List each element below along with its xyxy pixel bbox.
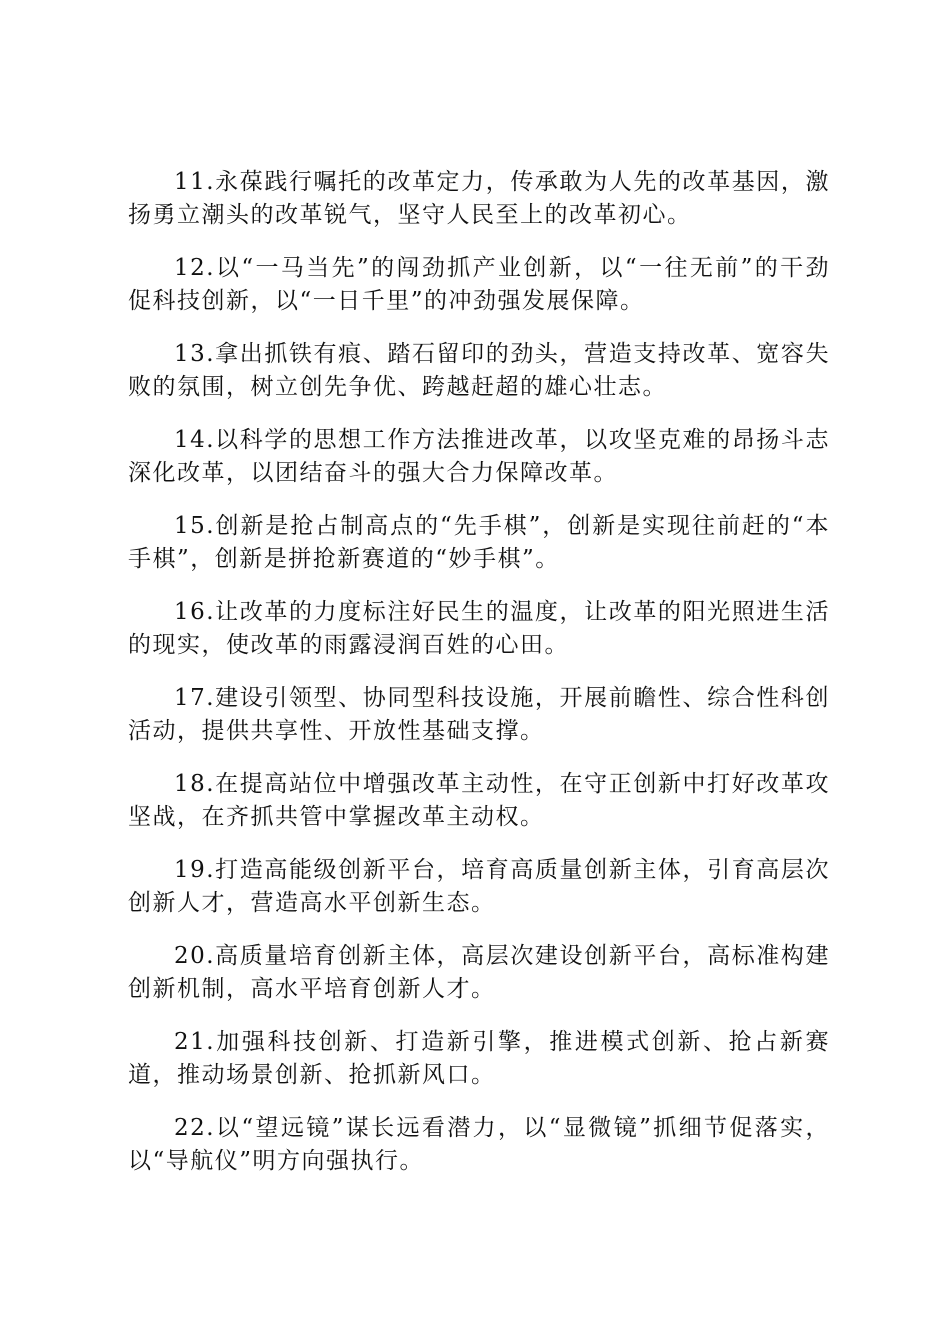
list-item: 14.以科学的思想工作方法推进改革，以攻坚克难的昂扬斗志深化改革，以团结奋斗的强大合力保障改革。 <box>128 427 830 486</box>
list-item: 21.加强科技创新、打造新引擎，推进模式创新、抢占新赛道，推动场景创新、抢抓新风口。 <box>128 1029 830 1088</box>
list-item: 20.高质量培育创新主体，高层次建设创新平台，高标准构建创新机制，高水平培育创新人才。 <box>128 943 830 1002</box>
list-item: 11.永葆践行嘱托的改革定力，传承敢为人先的改革基因，激扬勇立潮头的改革锐气，坚守人民至上的改革初心。 <box>128 169 830 228</box>
list-item: 13.拿出抓铁有痕、踏石留印的劲头，营造支持改革、宽容失败的氛围，树立创先争优、跨越赶超的雄心壮志。 <box>128 341 830 400</box>
list-item: 22.以“望远镜”谋长远看潜力，以“显微镜”抓细节促落实，以“导航仪”明方向强执行。 <box>128 1115 830 1174</box>
list-item: 17.建设引领型、协同型科技设施，开展前瞻性、综合性科创活动，提供共享性、开放性基础支撑。 <box>128 685 830 744</box>
document-body <box>128 166 830 1198</box>
list-item: 15.创新是抢占制高点的“先手棋”，创新是实现往前赶的“本手棋”，创新是拼抢新赛道的“妙手棋”。 <box>128 513 830 572</box>
list-item: 12.以“一马当先”的闯劲抓产业创新，以“一往无前”的干劲促科技创新，以“一日千里”的冲劲强发展保障。 <box>128 255 830 314</box>
list-item: 18.在提高站位中增强改革主动性，在守正创新中打好改革攻坚战，在齐抓共管中掌握改革主动权。 <box>128 771 830 830</box>
list-item: 16.让改革的力度标注好民生的温度，让改革的阳光照进生活的现实，使改革的雨露浸润百姓的心田。 <box>128 599 830 658</box>
list-item: 19.打造高能级创新平台，培育高质量创新主体，引育高层次创新人才，营造高水平创新生态。 <box>128 857 830 916</box>
